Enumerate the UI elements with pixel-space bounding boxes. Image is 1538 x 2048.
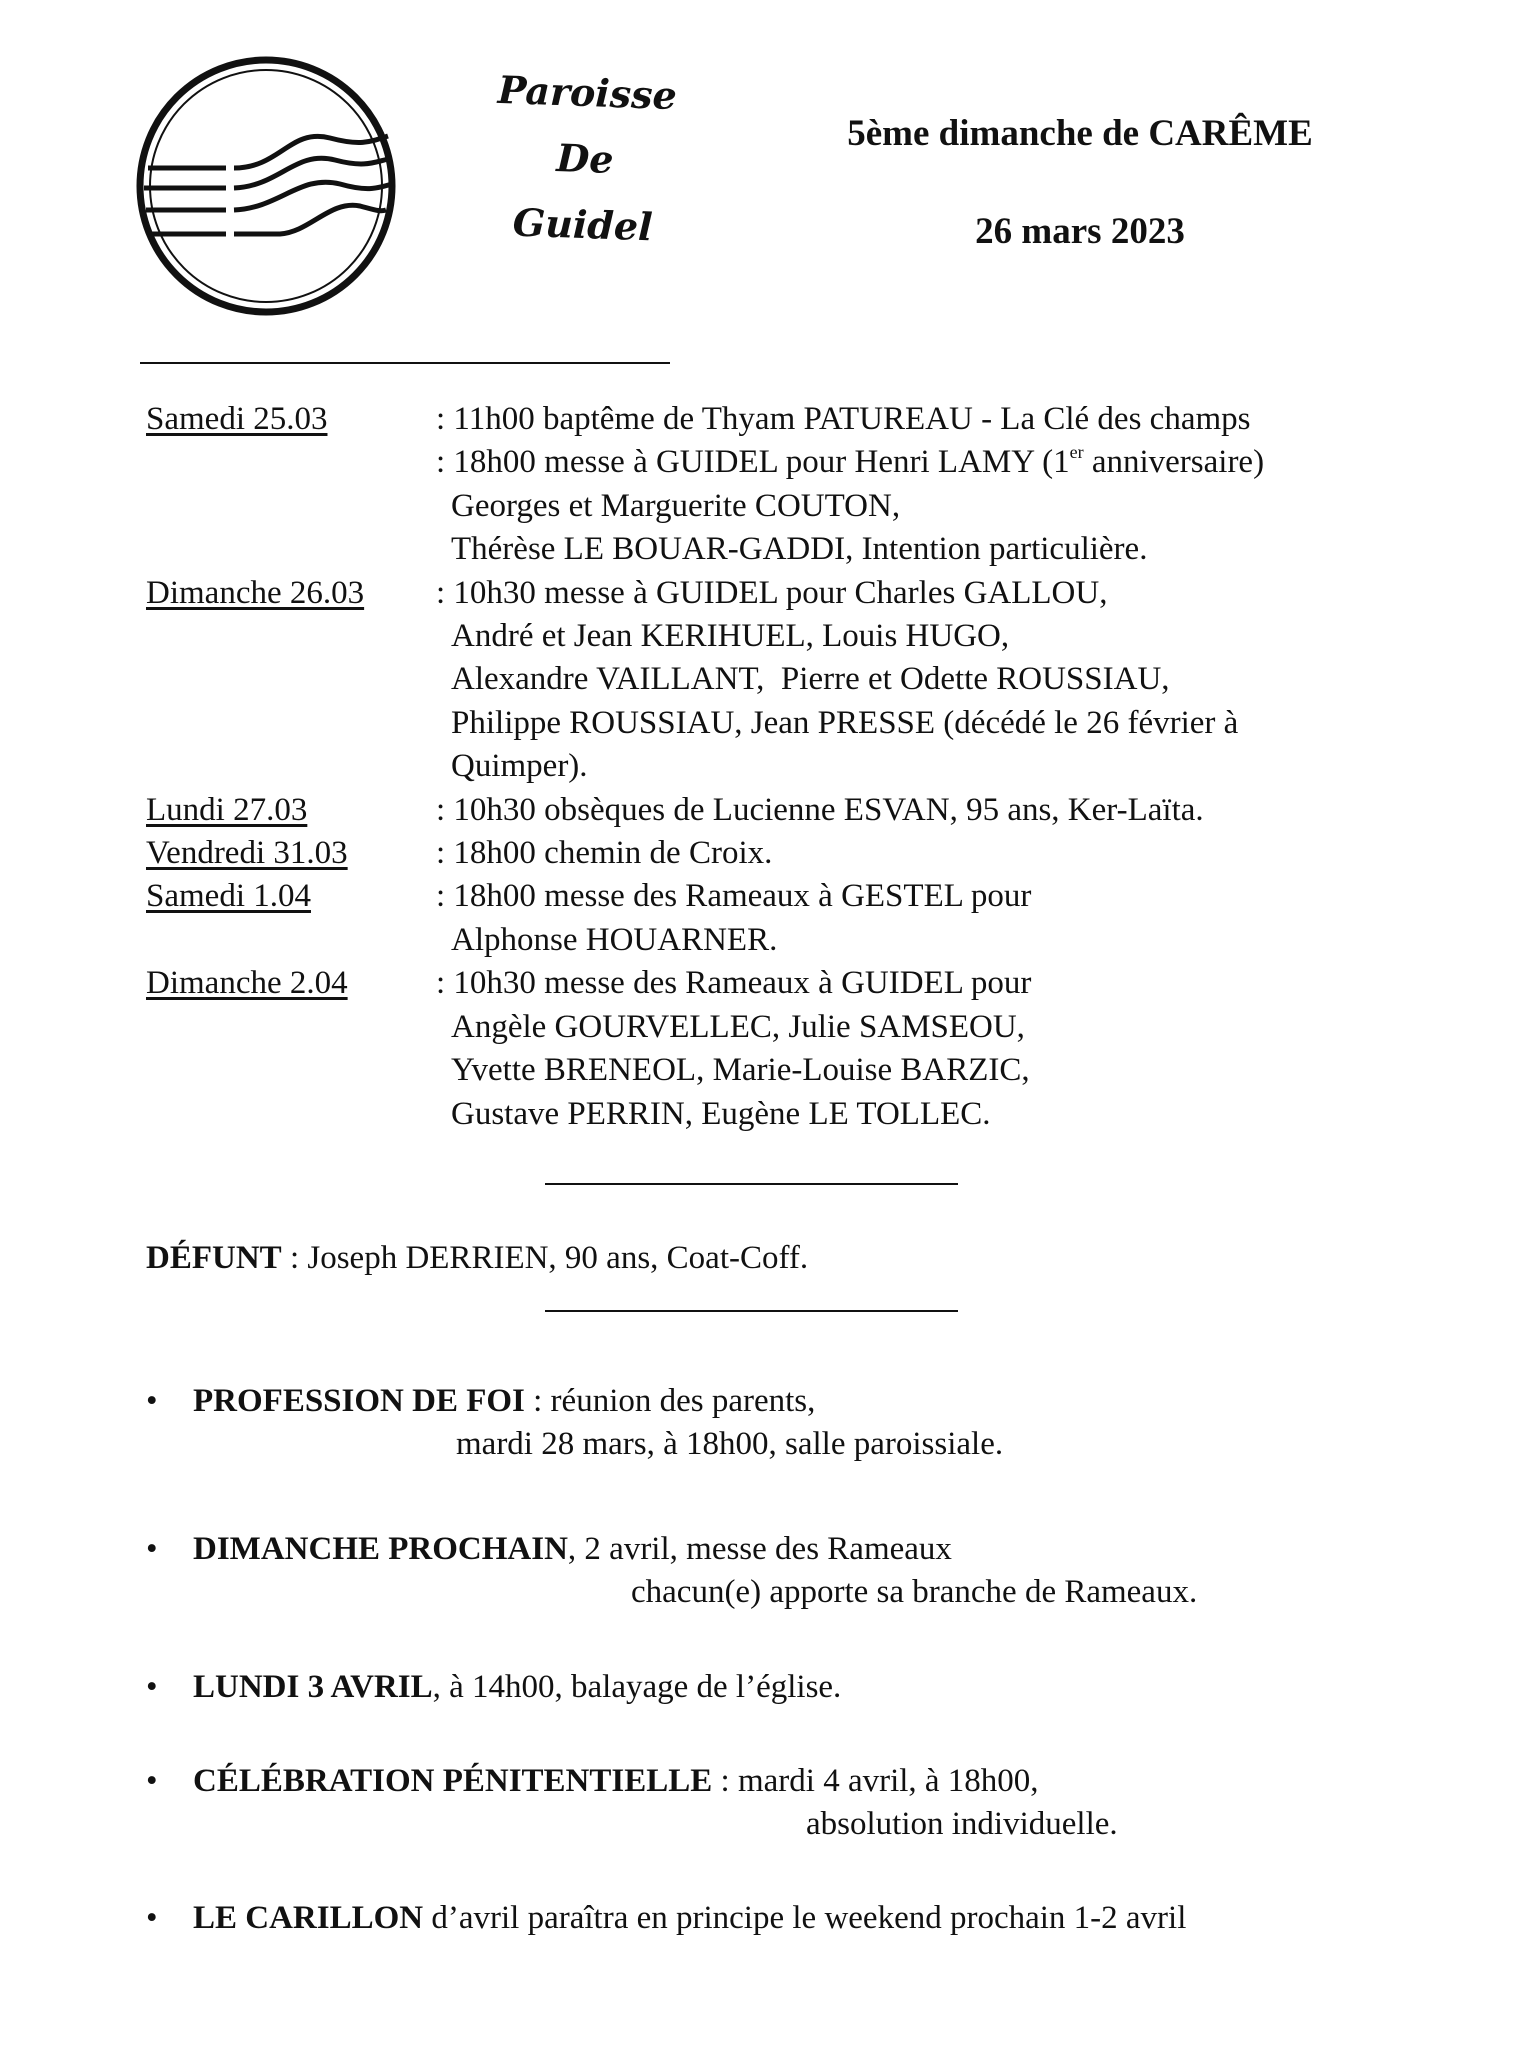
announcement-text: d’avril paraîtra en principe le weekend prochain 1-2 avril xyxy=(423,1900,1187,1936)
divider xyxy=(545,1183,958,1185)
announcement-title: DIMANCHE PROCHAIN xyxy=(193,1531,568,1567)
schedule-entry xyxy=(146,398,1396,441)
defunt-text: : Joseph DERRIEN, 90 ans, Coat-Coff. xyxy=(281,1240,809,1276)
schedule-day: Lundi 27.03 xyxy=(146,791,308,828)
schedule-entry xyxy=(146,962,1396,1005)
schedule-entry xyxy=(146,572,1396,615)
schedule-line: Gustave PERRIN, Eugène LE TOLLEC. xyxy=(451,1095,991,1132)
schedule-line: Quimper). xyxy=(451,748,588,785)
defunt-label: DÉFUNT xyxy=(146,1240,282,1276)
schedule-day: Dimanche 26.03 xyxy=(146,574,365,611)
announcement-text: , 2 avril, messe des Rameaux xyxy=(567,1531,952,1567)
announcement-title: CÉLÉBRATION PÉNITENTIELLE xyxy=(193,1763,713,1799)
parish-logo xyxy=(130,50,402,322)
announcement-title: PROFESSION DE FOI xyxy=(193,1383,525,1419)
schedule-line: : 10h30 messe à GUIDEL pour Charles GALLOU, xyxy=(436,574,1108,611)
schedule-day: Vendredi 31.03 xyxy=(146,835,348,872)
parish-line: De xyxy=(555,135,615,182)
divider xyxy=(545,1310,958,1312)
schedule-line xyxy=(436,441,1396,484)
schedule-line: Philippe ROUSSIAU, Jean PRESSE (décédé le 26 février à xyxy=(451,704,1239,741)
schedule-day: Samedi 25.03 xyxy=(146,401,328,437)
bullet: • xyxy=(146,1900,158,1936)
schedule-entry xyxy=(146,875,1396,918)
announcement-text: : mardi 4 avril, à 18h00, xyxy=(712,1763,1039,1799)
schedule-line-text: anniversaire) xyxy=(1091,444,1265,481)
schedule-day: Dimanche 2.04 xyxy=(146,965,348,1002)
bullet: • xyxy=(146,1383,158,1419)
page-title: 5ème dimanche de CARÊME xyxy=(847,113,1313,154)
schedule-line: Alphonse HOUARNER. xyxy=(451,921,778,958)
schedule-line: Alexandre VAILLANT, Pierre et Odette ROUSSIAU, xyxy=(451,661,1170,698)
bullet: • xyxy=(146,1669,158,1705)
schedule-line-text: : 18h00 messe à GUIDEL pour Henri LAMY (1 xyxy=(436,444,1070,481)
announcement-detail: mardi 28 mars, à 18h00, salle paroissiale. xyxy=(456,1426,1004,1462)
mass-schedule xyxy=(146,398,1396,1136)
parish-line: Paroisse xyxy=(497,66,678,119)
schedule-line: : 18h00 messe des Rameaux à GESTEL pour xyxy=(436,878,1032,915)
divider xyxy=(140,362,670,364)
schedule-entry xyxy=(146,832,1396,875)
schedule-entry xyxy=(146,441,1396,484)
bullet: • xyxy=(146,1531,158,1567)
schedule-line: : 18h00 chemin de Croix. xyxy=(436,835,773,872)
schedule-line: : 10h30 messe des Rameaux à GUIDEL pour xyxy=(436,965,1032,1002)
schedule-line: Yvette BRENEOL, Marie-Louise BARZIC, xyxy=(451,1052,1030,1089)
announcement-text: , à 14h00, balayage de l’église. xyxy=(432,1669,842,1705)
schedule-line: : 10h30 obsèques de Lucienne ESVAN, 95 ans, Ker-Laïta. xyxy=(436,791,1204,828)
page-date: 26 mars 2023 xyxy=(975,211,1185,252)
schedule-line: Georges et Marguerite COUTON, xyxy=(451,487,901,524)
schedule-day: Samedi 1.04 xyxy=(146,878,311,915)
schedule-line: : 11h00 baptême de Thyam PATUREAU - La Clé des champs xyxy=(436,401,1251,437)
announcement-detail: chacun(e) apporte sa branche de Rameaux. xyxy=(631,1574,1198,1610)
parish-line: Guidel xyxy=(512,199,654,250)
announcement-detail: absolution individuelle. xyxy=(806,1806,1118,1842)
parish-name xyxy=(467,56,704,262)
schedule-entry xyxy=(146,789,1396,832)
superscript: er xyxy=(1069,442,1084,463)
defunt-notice xyxy=(146,1240,808,1277)
announcement-text: : réunion des parents, xyxy=(524,1383,816,1419)
schedule-line: Angèle GOURVELLEC, Julie SAMSEOU, xyxy=(451,1008,1025,1045)
bullet: • xyxy=(146,1763,158,1799)
schedule-line: André et Jean KERIHUEL, Louis HUGO, xyxy=(451,618,1010,655)
announcement-title: LUNDI 3 AVRIL xyxy=(193,1669,433,1705)
announcement-title: LE CARILLON xyxy=(193,1900,424,1936)
schedule-line: Thérèse LE BOUAR-GADDI, Intention particulière. xyxy=(451,531,1148,568)
